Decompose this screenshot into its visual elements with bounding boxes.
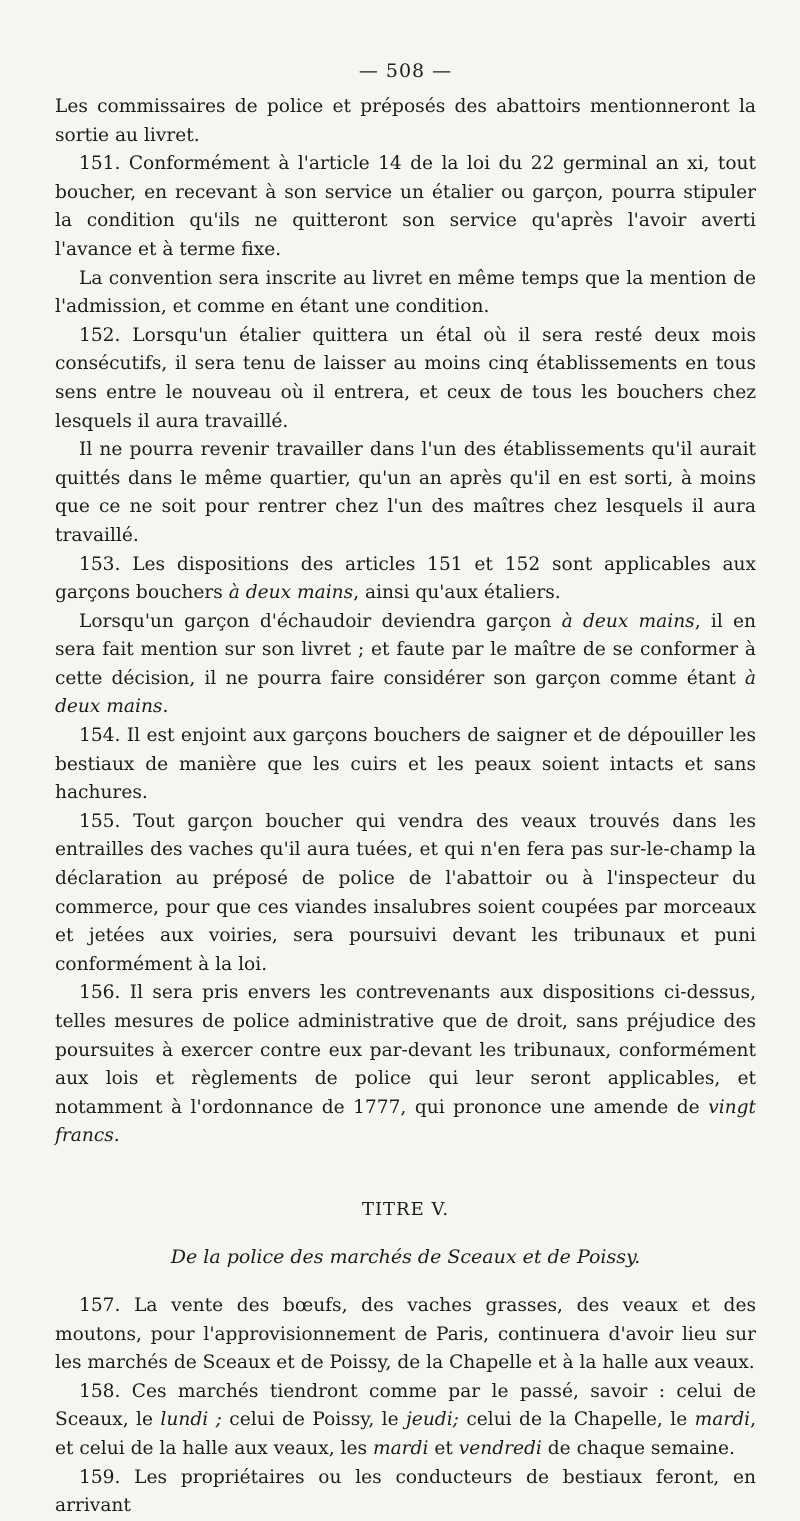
- page-number: — 508 —: [358, 60, 453, 82]
- article-152: 152. Lorsqu'un étalier quittera un étal où il sera resté deux mois consécutifs, il sera tenu de laisser au moins cinq établissements en tous sens entre le nouveau où il entrera, et ceux de tous les bouchers chez lesquels il aura travaillé.: [55, 324, 756, 432]
- paragraph: Lorsqu'un garçon d'échaudoir deviendra garçon à deux mains, il en sera fait mention sur son livret ; et faute par le maître de se conformer à cette décision, il ne pourra faire considérer son garçon comme étant à deux mains.: [55, 610, 756, 718]
- section-title: TITRE V.: [361, 1198, 450, 1220]
- paragraph: Les commissaires de police et préposés des abattoirs mentionneront la sortie au livret.: [55, 96, 756, 146]
- article-159: 159. Les propriétaires ou les conducteurs de bestiaux feront, en arrivant: [55, 1466, 756, 1517]
- article-155: 155. Tout garçon boucher qui vendra des veaux trouvés dans les entrailles des vaches qu'il aura tuées, et qui n'en fera pas sur-le-champ la déclaration au préposé de police de l'abattoir ou à l'inspecteur du commerce, pour que ces viandes insalubres soient coupées par morceaux et jetées aux voiries, sera poursuivi devant les tribunaux et puni conformément à la loi.: [55, 810, 756, 975]
- paragraph: La convention sera inscrite au livret en même temps que la mention de l'admission, et comme en étant une condition.: [55, 267, 756, 318]
- article-157: 157. La vente des bœufs, des vaches grasses, des veaux et des moutons, pour l'approvisionnement de Paris, continuera d'avoir lieu sur les marchés de Sceaux et de Poissy, de la Chapelle et à la halle aux veaux.: [55, 1294, 756, 1374]
- article-154: 154. Il est enjoint aux garçons bouchers de saigner et de dépouiller les bestiaux de manière que les cuirs et les peaux soient intacts et sans hachures.: [55, 725, 756, 804]
- article-153: 153. Les dispositions des articles 151 et 152 sont applicables aux garçons bouchers à deux mains, ainsi qu'aux étaliers.: [55, 553, 756, 604]
- article-151: 151. Conformément à l'article 14 de la loi du 22 germinal an xi, tout boucher, en recevant à son service un étalier ou garçon, pourra stipuler la condition qu'ils ne quitteront son service qu'après l'avoir averti l'avance et à terme fixe.: [55, 153, 756, 260]
- article-156: 156. Il sera pris envers les contrevenants aux dispositions ci-dessus, telles mesures de police administrative que de droit, sans préjudice des poursuites à exercer contre eux par-devant les tribunaux, conformément aux lois et règlements de police qui leur seront applicables, et notamment à l'ordonnance de 1777, qui prononce une amende de vingt francs.: [55, 982, 756, 1147]
- paragraph: Il ne pourra revenir travailler dans l'un des établissements qu'il aurait quittés dans le même quartier, qu'un an après qu'il en est sorti, à moins que ce ne soit pour rentrer chez l'un des maîtres chez lesquels il aura travaillé.: [55, 439, 756, 546]
- section-subtitle: De la police des marchés de Sceaux et de Poissy.: [170, 1245, 641, 1268]
- article-158: 158. Ces marchés tiendront comme par le passé, savoir : celui de Sceaux, le lundi ; celui de Poissy, le jeudi; celui de la Chapelle, le mardi, et celui de la halle aux veaux, les mardi et vendredi de chaque semaine.: [55, 1380, 757, 1459]
